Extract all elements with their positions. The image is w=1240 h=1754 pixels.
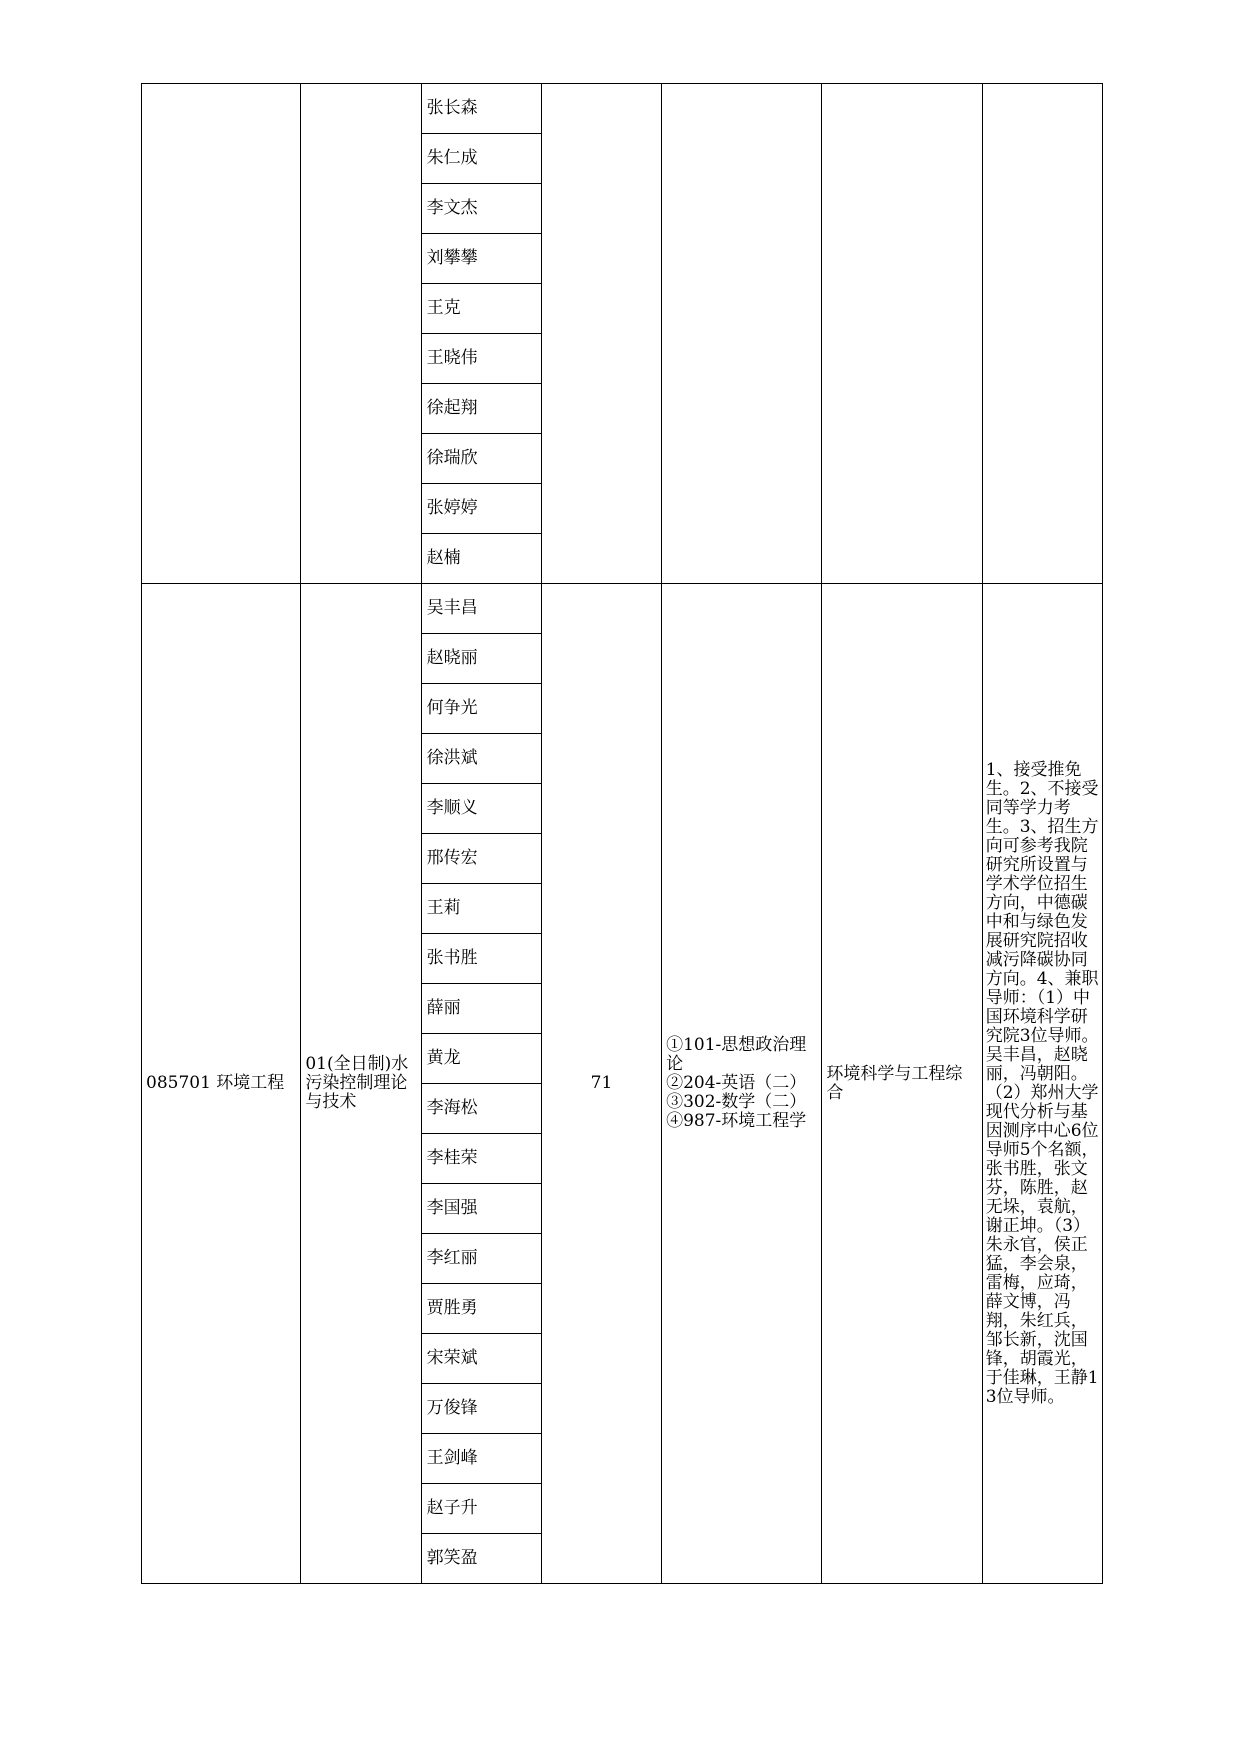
program-table bbox=[141, 83, 1103, 1584]
supervisor-name: 贾胜勇 bbox=[421, 1284, 541, 1334]
retest-cell-empty bbox=[822, 84, 982, 584]
exam-cell-empty bbox=[662, 84, 822, 584]
supervisor-name: 李顺义 bbox=[421, 784, 541, 834]
supervisor-name: 徐起翔 bbox=[421, 384, 541, 434]
supervisor-name: 张书胜 bbox=[421, 934, 541, 984]
major-cell-empty bbox=[142, 84, 301, 584]
supervisor-name: 李桂荣 bbox=[421, 1134, 541, 1184]
supervisor-name: 王克 bbox=[421, 284, 541, 334]
table-row bbox=[142, 584, 1103, 634]
major-cell: 085701 环境工程 bbox=[142, 584, 301, 1584]
supervisor-name: 赵子升 bbox=[421, 1484, 541, 1534]
supervisor-name: 李红丽 bbox=[421, 1234, 541, 1284]
supervisor-name: 刘攀攀 bbox=[421, 234, 541, 284]
supervisor-name: 黄龙 bbox=[421, 1034, 541, 1084]
retest-subject-cell: 环境科学与工程综合 bbox=[822, 584, 982, 1584]
notes-cell-empty bbox=[982, 84, 1102, 584]
direction-cell-empty bbox=[301, 84, 421, 584]
exam-subject: ④987-环境工程学 bbox=[666, 1111, 807, 1131]
supervisor-name: 赵晓丽 bbox=[421, 634, 541, 684]
supervisor-name: 王剑峰 bbox=[421, 1434, 541, 1484]
supervisor-name: 邢传宏 bbox=[421, 834, 541, 884]
supervisor-name: 张长森 bbox=[421, 84, 541, 134]
exam-subject: ③302-数学（二） bbox=[666, 1092, 807, 1112]
exam-subject: ②204-英语（二） bbox=[666, 1073, 807, 1093]
supervisor-name: 李文杰 bbox=[421, 184, 541, 234]
supervisor-name: 徐洪斌 bbox=[421, 734, 541, 784]
supervisor-name: 赵楠 bbox=[421, 534, 541, 584]
supervisor-name: 李海松 bbox=[421, 1084, 541, 1134]
supervisor-name: 王晓伟 bbox=[421, 334, 541, 384]
table-row bbox=[142, 84, 1103, 134]
supervisor-name: 朱仁成 bbox=[421, 134, 541, 184]
direction-cell: 01(全日制)水污染控制理论与技术 bbox=[301, 584, 421, 1584]
supervisor-name: 万俊锋 bbox=[421, 1384, 541, 1434]
exam-subjects-cell bbox=[662, 584, 822, 1584]
notes-cell: 1、接受推免生。2、不接受同等学力考生。3、招生方向可参考我院研究所设置与学术学位招生方向，中德碳中和与绿色发展研究院招收减污降碳协同方向。4、兼职导师：（1）中国环境科学研究院3位导师。吴丰昌，赵晓丽，冯朝阳。（2）郑州大学现代分析与基因测序中心6位导师5个名额，张书胜，张文芬，陈胜，赵无垛，袁航，谢正坤。（3）朱永官，侯正猛，李会泉，雷梅，应琦，薛文博，冯翔，朱红兵，邹长新，沈国锋，胡霞光，于佳琳，王静13位导师。 bbox=[982, 584, 1102, 1584]
supervisor-name: 张婷婷 bbox=[421, 484, 541, 534]
supervisor-name: 徐瑞欣 bbox=[421, 434, 541, 484]
exam-subject: ①101-思想政治理论 bbox=[666, 1035, 807, 1074]
quota-cell-empty bbox=[541, 84, 661, 584]
supervisor-name: 吴丰昌 bbox=[421, 584, 541, 634]
quota-cell: 71 bbox=[541, 584, 661, 1584]
supervisor-name: 王莉 bbox=[421, 884, 541, 934]
supervisor-name: 薛丽 bbox=[421, 984, 541, 1034]
supervisor-name: 郭笑盈 bbox=[421, 1534, 541, 1584]
supervisor-name: 李国强 bbox=[421, 1184, 541, 1234]
supervisor-name: 何争光 bbox=[421, 684, 541, 734]
supervisor-name: 宋荣斌 bbox=[421, 1334, 541, 1384]
